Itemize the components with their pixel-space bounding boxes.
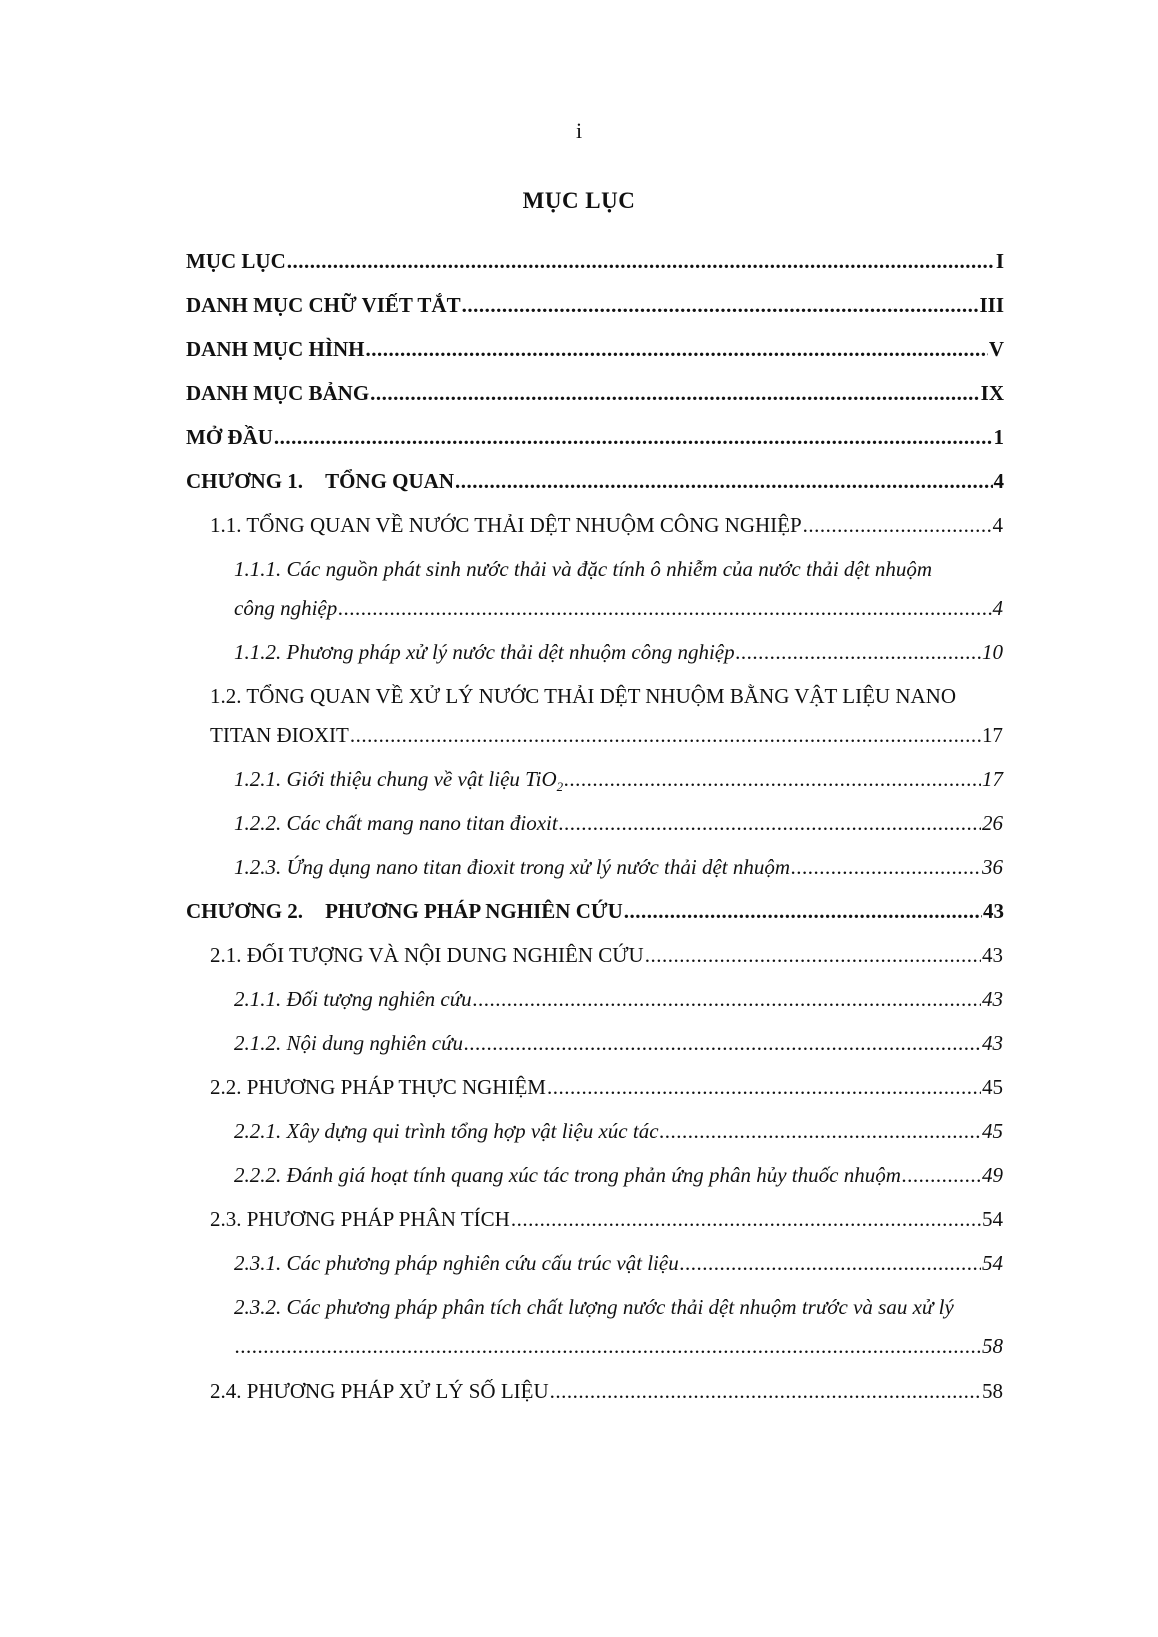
- toc-entry-text: [234, 766, 563, 800]
- toc-entry-text: 2.2.2. Đánh giá hoạt tính quang xúc tác trong phản ứng phân hủy thuốc nhuộm: [234, 1163, 901, 1187]
- toc-entry-chapter-1[interactable]: [186, 468, 1004, 495]
- toc-entry-text: công nghiệp: [234, 596, 338, 620]
- chapter-number: CHƯƠNG 1.: [186, 469, 304, 493]
- toc-entry-text: DANH MỤC BẢNG: [186, 381, 370, 405]
- toc-entry-text: [186, 898, 623, 925]
- toc-entry-page: 43: [982, 1031, 1003, 1055]
- toc-entry-page: 54: [982, 1207, 1003, 1231]
- toc-leader-dots: [455, 468, 993, 495]
- toc-leader-dots: [736, 639, 981, 666]
- toc-entry-page: III: [979, 293, 1004, 317]
- toc-entry-2-1-1[interactable]: [234, 986, 1003, 1013]
- toc-entry-1-1-1-line1[interactable]: 1.1.1. Các nguồn phát sinh nước thải và đặc tính ô nhiễm của nước thải dệt nhuộm: [234, 557, 932, 581]
- toc-entry-text: DANH MỤC CHỮ VIẾT TẮT: [186, 293, 461, 317]
- toc-leader-dots: [564, 766, 981, 793]
- toc-entry-2-1-2[interactable]: [234, 1030, 1003, 1057]
- toc-entry-page: 4: [993, 469, 1004, 493]
- toc-entry-text: 1.1.2. Phương pháp xử lý nước thải dệt nhuộm công nghiệp: [234, 640, 735, 664]
- toc-leader-dots: [902, 1162, 981, 1189]
- toc-entry-page: 58: [982, 1379, 1003, 1403]
- toc-entry-introduction[interactable]: [186, 424, 1004, 451]
- toc-entry-text: [186, 468, 454, 495]
- toc-entry-page: 4: [992, 513, 1003, 537]
- toc-leader-dots: [550, 1378, 981, 1405]
- toc-entry-1-2-3[interactable]: [234, 854, 1003, 881]
- toc-entry-figures[interactable]: [186, 336, 1004, 363]
- toc-entry-page: 36: [982, 855, 1003, 879]
- toc-leader-dots: [274, 424, 993, 451]
- toc-entry-text: MỞ ĐẦU: [186, 425, 273, 449]
- toc-entry-page: 1: [993, 425, 1004, 449]
- toc-entry-1-1-2[interactable]: [234, 639, 1003, 666]
- toc-entry-page: IX: [980, 381, 1004, 405]
- toc-entry-2-3-1[interactable]: [234, 1250, 1003, 1277]
- toc-entry-1-2-1[interactable]: [234, 766, 1003, 800]
- toc-entry-2-3-2[interactable]: [234, 1333, 1003, 1360]
- toc-entry-2-3[interactable]: [210, 1206, 1003, 1233]
- toc-leader-dots: [350, 722, 981, 749]
- toc-entry-page: 17: [982, 723, 1003, 747]
- toc-entry-page: 54: [982, 1251, 1003, 1275]
- toc-entry-text: DANH MỤC HÌNH: [186, 337, 365, 361]
- toc-entry-text: 2.1. ĐỐI TƯỢNG VÀ NỘI DUNG NGHIÊN CỨU: [210, 943, 644, 967]
- toc-entry-page: 43: [982, 943, 1003, 967]
- toc-leader-dots: [511, 1206, 981, 1233]
- subscript: 2: [556, 779, 564, 795]
- toc-entry-page: 45: [982, 1075, 1003, 1099]
- toc-entry-page: 49: [982, 1163, 1003, 1187]
- toc-entry-tables[interactable]: [186, 380, 1004, 407]
- toc-entry-1-2[interactable]: [210, 722, 1003, 749]
- toc-entry-text: 1.1. TỔNG QUAN VỀ NƯỚC THẢI DỆT NHUỘM CÔNG NGHIỆP: [210, 513, 802, 537]
- page-title: MỤC LỤC: [522, 188, 636, 213]
- toc-entry-2-2-1[interactable]: [234, 1118, 1003, 1145]
- toc-entry-text: TITAN ĐIOXIT: [210, 723, 349, 747]
- toc-entry-text: 1.2.2. Các chất mang nano titan đioxit: [234, 811, 558, 835]
- toc-entry-page: 26: [982, 811, 1003, 835]
- toc-entry-1-2-2[interactable]: [234, 810, 1003, 837]
- chapter-title: PHƯƠNG PHÁP NGHIÊN CỨU: [325, 899, 623, 923]
- toc-entry-text: 2.1.1. Đối tượng nghiên cứu: [234, 987, 472, 1011]
- toc-entry-text-main: 1.2.1. Giới thiệu chung về vật liệu TiO: [234, 767, 557, 791]
- toc-leader-dots: [680, 1250, 981, 1277]
- toc-entry-chapter-2[interactable]: [186, 898, 1004, 925]
- toc-entry-page: 4: [992, 596, 1003, 620]
- toc-entry-text: 2.3. PHƯƠNG PHÁP PHÂN TÍCH: [210, 1207, 510, 1231]
- toc-entry-2-3-2-line1[interactable]: 2.3.2. Các phương pháp phân tích chất lượng nước thải dệt nhuộm trước và sau xử lý: [234, 1295, 954, 1319]
- toc-leader-dots: [462, 292, 979, 319]
- toc-leader-dots: [559, 810, 981, 837]
- page-number: i: [575, 118, 583, 143]
- toc-entry-page: 17: [982, 767, 1003, 791]
- toc-entry-text: 2.2. PHƯƠNG PHÁP THỰC NGHIỆM: [210, 1075, 546, 1099]
- toc-entry-page: V: [988, 337, 1004, 361]
- toc-entry-2-4[interactable]: [210, 1378, 1003, 1405]
- chapter-title: TỔNG QUAN: [325, 469, 454, 493]
- toc-leader-dots: [791, 854, 981, 881]
- toc-entry-muc-luc[interactable]: [186, 248, 1004, 275]
- chapter-number: CHƯƠNG 2.: [186, 899, 304, 923]
- toc-entry-1-1[interactable]: [210, 512, 1003, 539]
- toc-leader-dots: [473, 986, 981, 1013]
- toc-entry-2-1[interactable]: [210, 942, 1003, 969]
- toc-leader-dots: [803, 512, 992, 539]
- toc-entry-text: MỤC LỤC: [186, 249, 286, 273]
- toc-leader-dots: [338, 595, 991, 622]
- toc-entry-page: I: [995, 249, 1004, 273]
- toc-entry-text: 2.1.2. Nội dung nghiên cứu: [234, 1031, 464, 1055]
- toc-entry-text: 2.3.1. Các phương pháp nghiên cứu cấu trúc vật liệu: [234, 1251, 679, 1275]
- toc-leader-dots: [547, 1074, 981, 1101]
- toc-entry-1-1-1[interactable]: [234, 595, 1003, 622]
- toc-leader-dots: [366, 336, 988, 363]
- toc-entry-page: 43: [983, 899, 1004, 923]
- toc-entry-text: 2.4. PHƯƠNG PHÁP XỬ LÝ SỐ LIỆU: [210, 1379, 549, 1403]
- toc-leader-dots: [287, 248, 995, 275]
- toc-entry-2-2[interactable]: [210, 1074, 1003, 1101]
- toc-leader-dots: [624, 898, 982, 925]
- toc-entry-page: 10: [982, 640, 1003, 664]
- toc-entry-text: 1.2.3. Ứng dụng nano titan đioxit trong xử lý nước thải dệt nhuộm: [234, 855, 791, 879]
- toc-leader-dots: [370, 380, 980, 407]
- toc-entry-page: 58: [982, 1334, 1003, 1358]
- toc-entry-page: 43: [982, 987, 1003, 1011]
- toc-leader-dots: [645, 942, 981, 969]
- toc-entry-1-2-line1[interactable]: 1.2. TỔNG QUAN VỀ XỬ LÝ NƯỚC THẢI DỆT NHUỘM BẰNG VẬT LIỆU NANO: [210, 684, 956, 708]
- toc-leader-dots: [464, 1030, 981, 1057]
- toc-entry-2-2-2[interactable]: [234, 1162, 1003, 1189]
- toc-entry-abbreviations[interactable]: [186, 292, 1004, 319]
- toc-leader-dots: [660, 1118, 981, 1145]
- toc-leader-dots: [235, 1333, 981, 1360]
- toc-entry-page: 45: [982, 1119, 1003, 1143]
- toc-entry-text: 2.2.1. Xây dựng qui trình tổng hợp vật liệu xúc tác: [234, 1119, 659, 1143]
